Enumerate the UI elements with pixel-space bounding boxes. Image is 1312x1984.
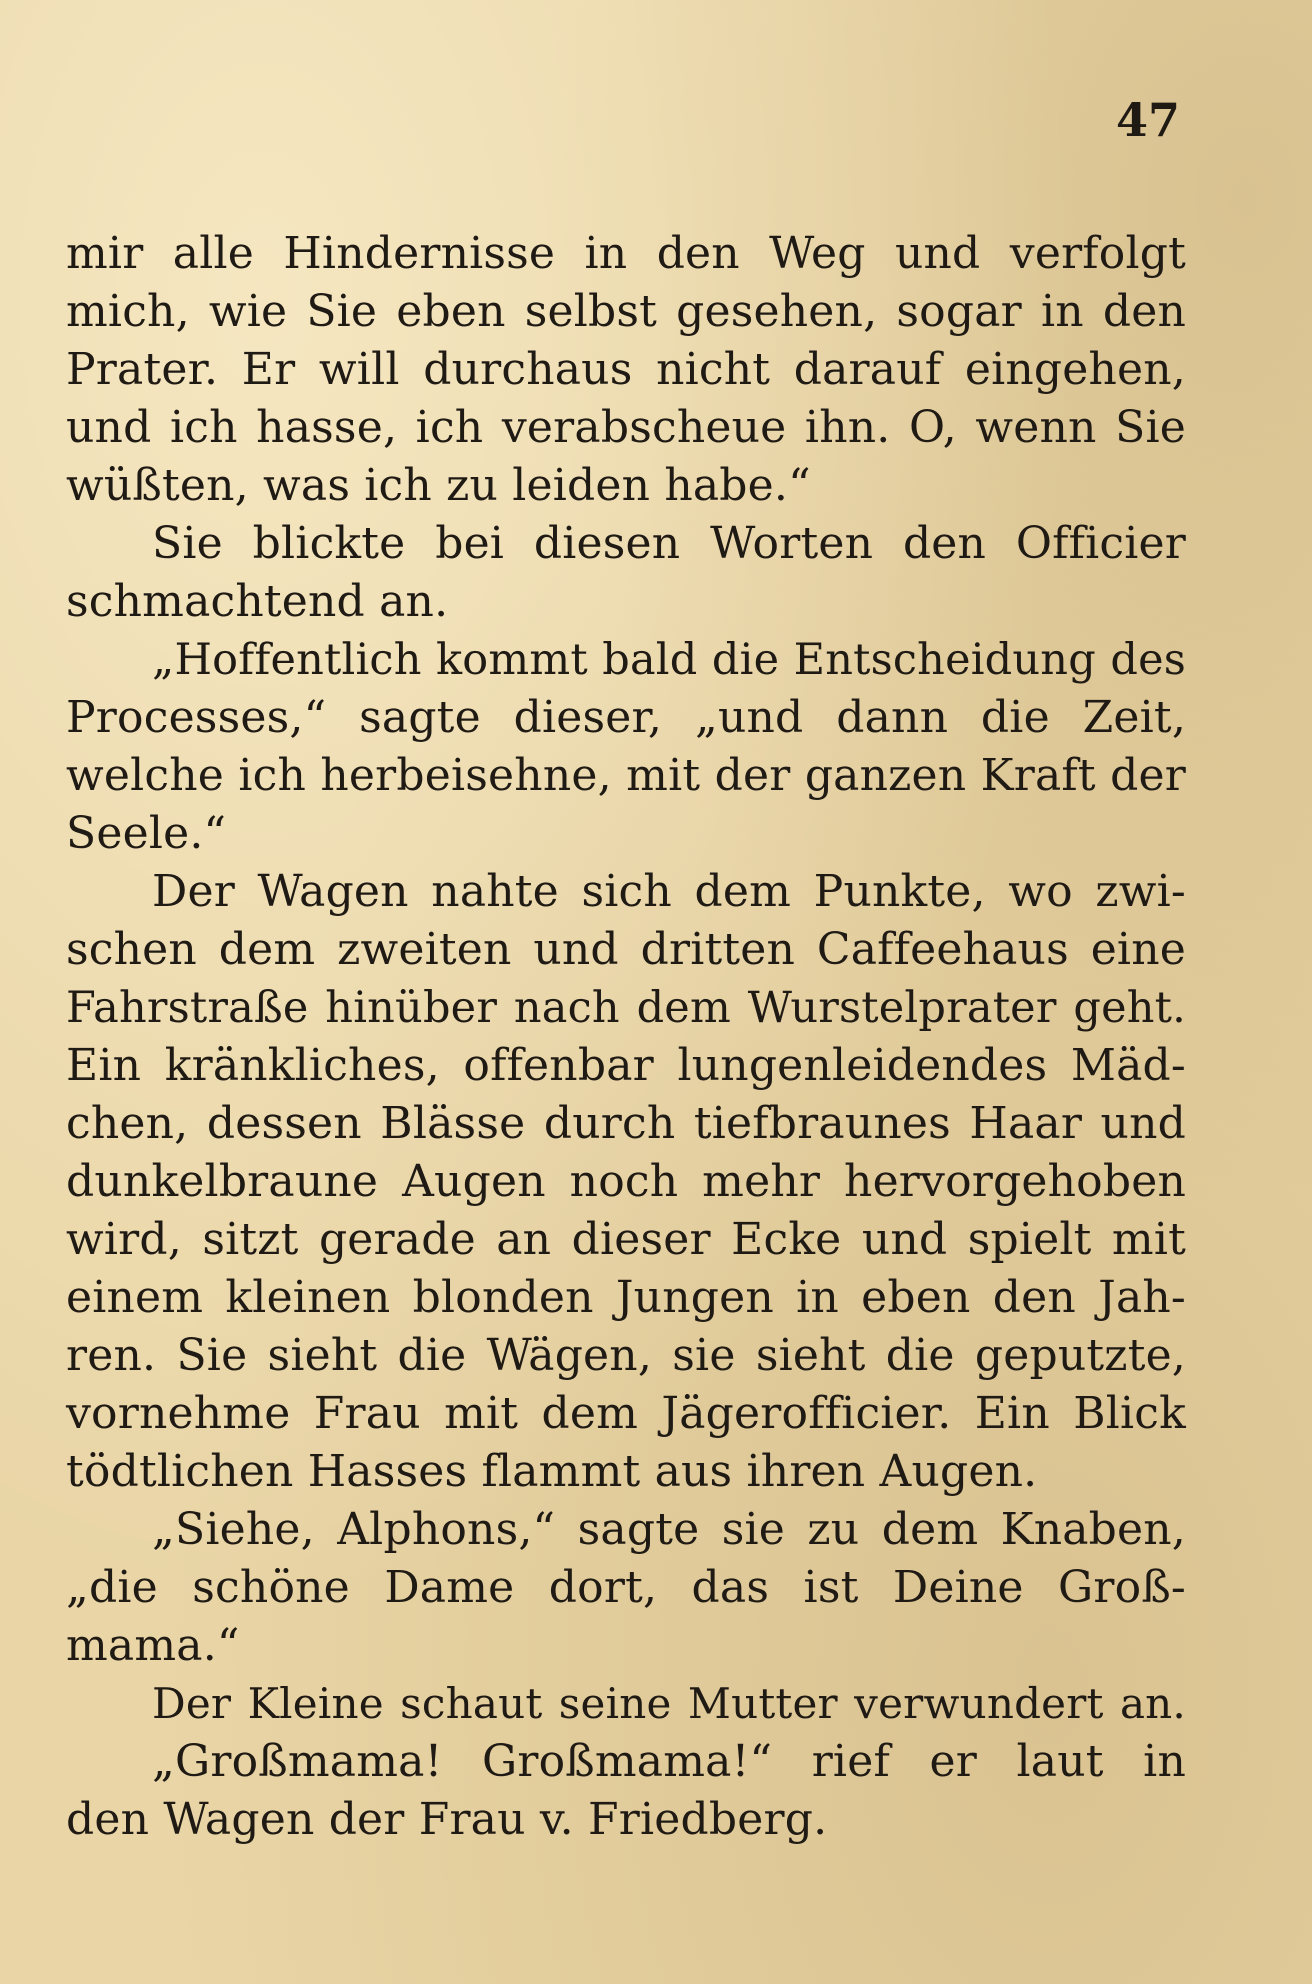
text-line: und ich hasse, ich verabscheue ihn. O, wenn Sie [66,402,1186,453]
text-line: „die schöne Dame dort, das ist Deine Groß- [66,1562,1186,1613]
text-line: vornehme Frau mit dem Jägerofficier. Ein Blick [66,1388,1186,1439]
body-text [66,225,1186,1849]
text-line: schen dem zweiten und dritten Caffeehaus eine [66,924,1186,975]
text-line: Ein kränkliches, offenbar lungenleidendes Mäd- [66,1040,1186,1091]
text-line: Seele.“ [66,808,227,859]
text-line: wird, sitzt gerade an dieser Ecke und spielt mit [66,1214,1186,1265]
text-line: „Hoffentlich kommt bald die Entscheidung des [152,635,1186,685]
text-line: Fahrstraße hinüber nach dem Wurstelprater geht. [66,983,1186,1033]
text-line: mich, wie Sie eben selbst gesehen, sogar in den [66,286,1186,337]
page-number: 47 [1115,93,1180,147]
text-line: Processes,“ sagte dieser, „und dann die Zeit, [66,692,1186,743]
text-line: schmachtend an. [66,576,449,627]
text-line: Der Wagen nahte sich dem Punkte, wo zwi- [152,866,1186,917]
text-line: wüßten, was ich zu leiden habe.“ [66,460,811,511]
text-line: Sie blickte bei diesen Worten den Officier [152,518,1186,569]
text-line: Der Kleine schaut seine Mutter verwundert an. [152,1679,1186,1728]
text-line: „Großmama! Großmama!“ rief er laut in [152,1736,1186,1787]
text-line: einem kleinen blonden Jungen in eben den Jah- [66,1272,1186,1323]
text-line: chen, dessen Blässe durch tiefbraunes Haar und [66,1098,1186,1149]
text-line: mir alle Hindernisse in den Weg und verfolgt [66,228,1186,279]
text-line: mama.“ [66,1620,240,1671]
text-line: dunkelbraune Augen noch mehr hervorgehoben [66,1156,1186,1207]
text-line: welche ich herbeisehne, mit der ganzen Kraft der [66,750,1186,801]
text-line: „Siehe, Alphons,“ sagte sie zu dem Knaben, [152,1504,1186,1555]
text-line: Prater. Er will durchaus nicht darauf eingehen, [66,344,1186,395]
text-line: tödtlichen Hasses flammt aus ihren Augen. [66,1446,1038,1497]
text-line: den Wagen der Frau v. Friedberg. [66,1794,828,1845]
text-line: ren. Sie sieht die Wägen, sie sieht die geputzte, [66,1330,1186,1381]
